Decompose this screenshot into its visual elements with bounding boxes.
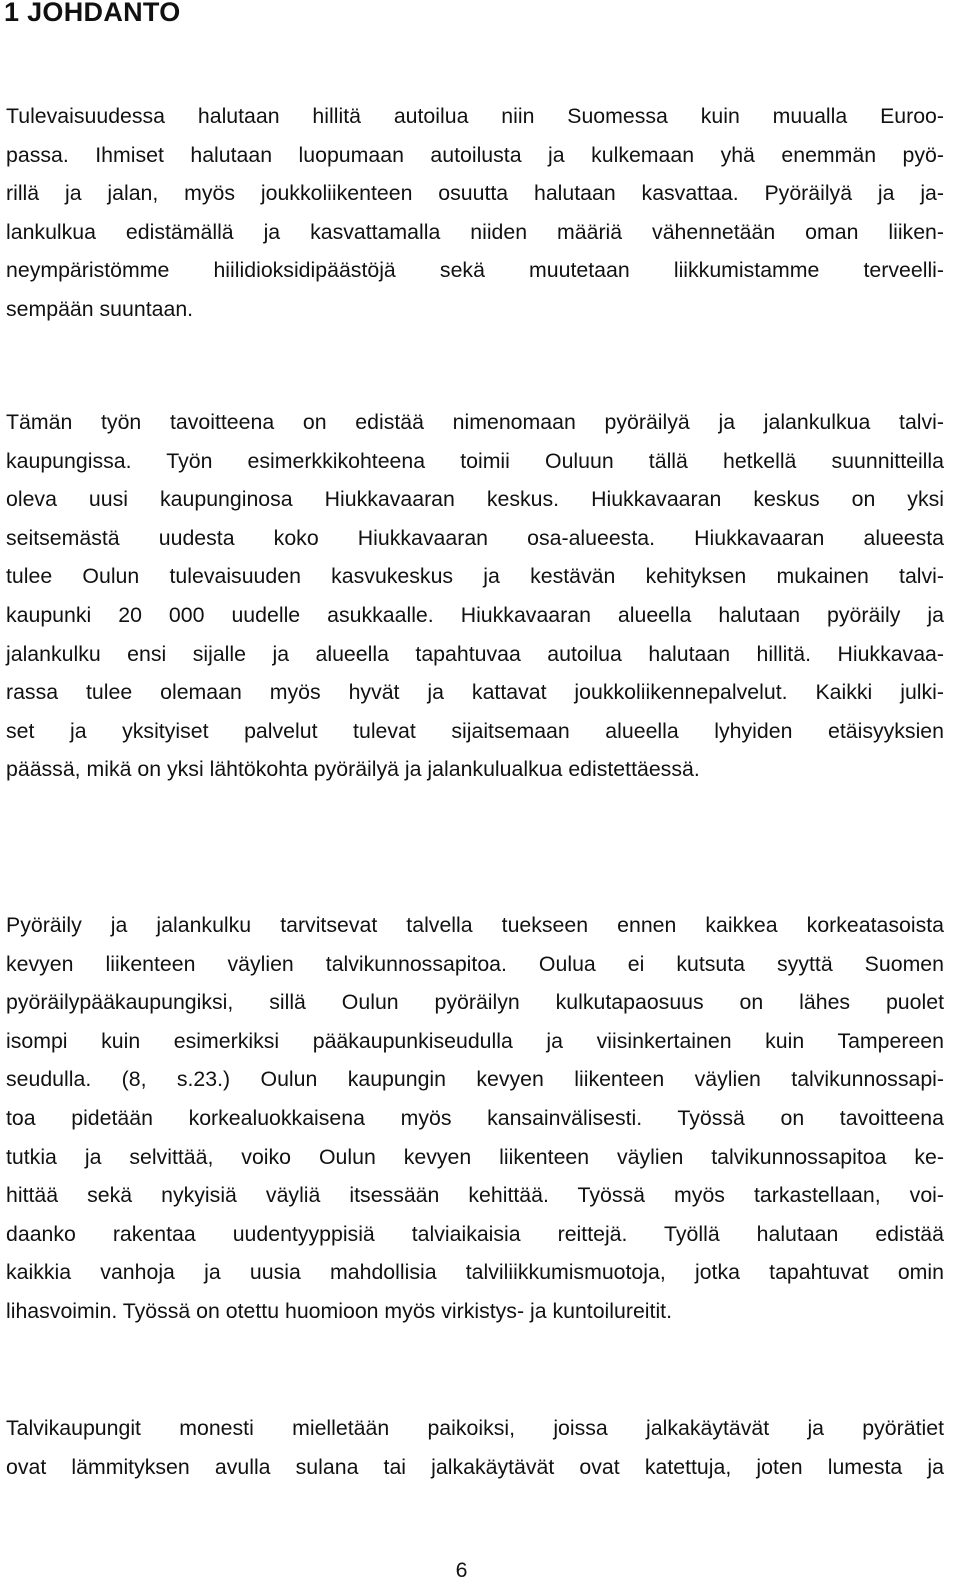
- text-line: Tämän työn tavoitteena on edistää nimenomaan pyöräilyä ja jalankulkua talvi-: [6, 410, 944, 434]
- text-line: passa. Ihmiset halutaan luopumaan autoilusta ja kulkemaan yhä enemmän pyö-: [6, 142, 944, 167]
- text-line: kaupunki 20 000 uudelle asukkaalle. Hiukkavaaran alueella halutaan pyöräily ja: [6, 602, 944, 627]
- text-line: pyöräilypääkaupungiksi, sillä Oulun pyöräilyn kulkutapaosuus on lähes puolet: [6, 990, 944, 1015]
- text-line: oleva uusi kaupunginosa Hiukkavaaran keskus. Hiukkavaaran keskus on yksi: [6, 487, 944, 512]
- text-line: daanko rakentaa uudentyyppisiä talviaikaisia reittejä. Työllä halutaan edistää: [6, 1221, 944, 1246]
- text-line: päässä, mikä on yksi lähtökohta pyöräilyä ja jalankulualkua edistettäessä.: [6, 757, 700, 782]
- text-line: kevyen liikenteen väylien talvikunnossapitoa. Oulua ei kutsuta syyttä Suomen: [6, 951, 944, 976]
- text-line: lankulkua edistämällä ja kasvattamalla niiden määriä vähennetään oman liiken-: [6, 219, 944, 244]
- text-line: rillä ja jalan, myös joukkoliikenteen osuutta halutaan kasvattaa. Pyöräilyä ja ja-: [6, 181, 944, 206]
- text-line: rassa tulee olemaan myös hyvät ja kattavat joukkoliikennepalvelut. Kaikki julki-: [6, 680, 944, 705]
- text-line: isompi kuin esimerkiksi pääkaupunkiseudulla ja viisinkertainen kuin Tampereen: [6, 1028, 944, 1053]
- text-line: sempään suuntaan.: [6, 296, 194, 321]
- text-line: tutkia ja selvittää, voiko Oulun kevyen liikenteen väylien talvikunnossapitoa ke-: [6, 1144, 944, 1169]
- paragraph-goal: [6, 403, 944, 789]
- text-line: seudulla. (8, s.23.) Oulun kaupungin kevyen liikenteen väylien talvikunnossapi-: [6, 1067, 944, 1092]
- paragraph-intro: [6, 97, 944, 329]
- text-line: kaupungissa. Työn esimerkkikohteena toimii Ouluun tällä hetkellä suunnitteilla: [6, 448, 944, 473]
- text-line: tulee Oulun tulevaisuuden kasvukeskus ja kestävän kehityksen mukainen talvi-: [6, 564, 944, 589]
- text-line: seitsemästä uudesta koko Hiukkavaaran osa-alueesta. Hiukkavaaran alueesta: [6, 525, 944, 550]
- text-line: lihasvoimin. Työssä on otettu huomioon myös virkistys- ja kuntoilureitit.: [6, 1298, 673, 1323]
- text-line: neympäristömme hiilidioksidipäästöjä sekä muutetaan liikkumistamme terveelli-: [6, 258, 944, 283]
- chapter-heading: 1 JOHDANTO: [4, 0, 181, 27]
- page-number: 6: [455, 1558, 468, 1582]
- text-line: jalankulku ensi sijalle ja alueella tapahtuvaa autoilua halutaan hillitä. Hiukkavaa-: [6, 641, 944, 666]
- paragraph-maintenance: [6, 906, 944, 1331]
- text-line: Tulevaisuudessa halutaan hillitä autoilua niin Suomessa kuin muualla Euroo-: [6, 104, 944, 128]
- text-line: hittää sekä nykyisiä väyliä itsessään kehittää. Työssä myös tarkastellaan, voi-: [6, 1183, 944, 1208]
- text-line: Talvikaupungit monesti mielletään paikoiksi, joissa jalkakäytävät ja pyörätiet: [6, 1416, 944, 1440]
- text-line: ovat lämmityksen avulla sulana tai jalkakäytävät ovat katettuja, joten lumesta ja: [6, 1454, 944, 1479]
- paragraph-winter-cities: [6, 1409, 944, 1486]
- text-line: kaikkia vanhoja ja uusia mahdollisia talviliikkumismuotoja, jotka tapahtuvat omin: [6, 1260, 944, 1285]
- text-line: Pyöräily ja jalankulku tarvitsevat talvella tuekseen ennen kaikkea korkeatasoista: [6, 913, 944, 937]
- text-line: set ja yksityiset palvelut tulevat sijaitsemaan alueella lyhyiden etäisyyksien: [6, 718, 944, 743]
- text-line: toa pidetään korkealuokkaisena myös kansainvälisesti. Työssä on tavoitteena: [6, 1105, 944, 1130]
